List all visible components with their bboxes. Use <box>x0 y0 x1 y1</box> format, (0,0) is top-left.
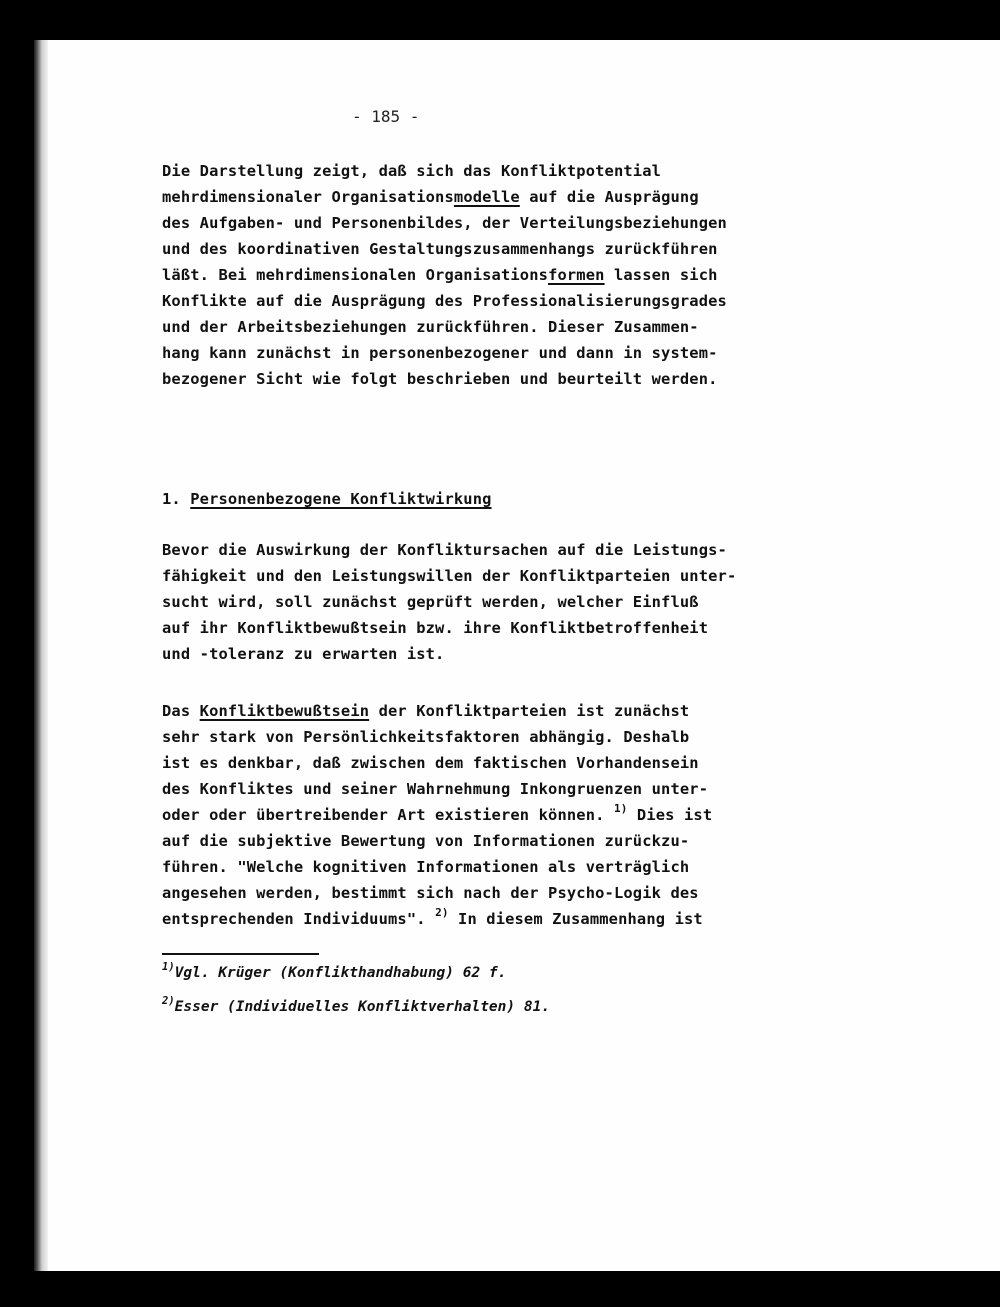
text-line: mehrdimensionaler Organisationsmodelle auf die Ausprägung <box>162 188 699 206</box>
section-number: 1. <box>162 490 191 508</box>
footnote-1 <box>162 961 507 981</box>
text-line: bezogener Sicht wie folgt beschrieben und beurteilt werden. <box>162 370 718 388</box>
footnote-number: 2) <box>162 995 175 1007</box>
text-line: Konflikte auf die Ausprägung des Professionalisierungsgrades <box>162 292 727 310</box>
page-number: - 185 - <box>352 107 420 126</box>
text-line: und der Arbeitsbeziehungen zurückführen. Dieser Zusammen- <box>162 318 699 336</box>
text-line: Bevor die Auswirkung der Konfliktursachen auf die Leistungs- <box>162 541 727 559</box>
underlined-word: Konfliktbewußtsein <box>199 702 370 720</box>
text-line: sucht wird, soll zunächst geprüft werden, welcher Einfluß <box>162 593 699 611</box>
text-line: läßt. Bei mehrdimensionalen Organisationsformen lassen sich <box>162 266 718 284</box>
text-line: führen. "Welche kognitiven Informationen als verträglich <box>162 858 690 876</box>
section-heading <box>162 486 492 512</box>
section-title: Personenbezogene Konfliktwirkung <box>190 490 492 508</box>
document-page <box>34 40 1000 1271</box>
text-line: und -toleranz zu erwarten ist. <box>162 645 445 663</box>
text-line: Das Konfliktbewußtsein der Konfliktparteien ist zunächst <box>162 702 690 720</box>
footnote-number: 1) <box>162 961 175 973</box>
text-line: Die Darstellung zeigt, daß sich das Konfliktpotential <box>162 162 662 180</box>
underlined-word: formen <box>548 266 605 284</box>
text-line: fähigkeit und den Leistungswillen der Konfliktparteien unter- <box>162 567 737 585</box>
paragraph-conflict-awareness <box>162 698 712 932</box>
text-line: des Aufgaben- und Personenbildes, der Verteilungsbeziehungen <box>162 214 727 232</box>
footnote-marker: 1) <box>613 802 628 815</box>
footnote-text: Esser (Individuelles Konfliktverhalten) 81. <box>174 999 551 1015</box>
paragraph-before <box>162 537 736 667</box>
footnote-divider <box>162 953 319 955</box>
text-line: ist es denkbar, daß zwischen dem faktischen Vorhandensein <box>162 754 699 772</box>
paragraph-intro <box>162 158 727 392</box>
text-line: auf die subjektive Bewertung von Informationen zurückzu- <box>162 832 690 850</box>
footnote-text: Vgl. Krüger (Konflikthandhabung) 62 f. <box>174 965 507 981</box>
text-line: des Konfliktes und seiner Wahrnehmung Inkongruenzen unter- <box>162 780 709 798</box>
text-line: und des koordinativen Gestaltungszusammenhangs zurückführen <box>162 240 718 258</box>
text-line: oder oder übertreibender Art existieren können. $^{1)}$ Dies ist <box>162 802 713 824</box>
text-line: hang kann zunächst in personenbezogener und dann in system- <box>162 344 718 362</box>
footnote-marker: 2) <box>435 906 449 919</box>
underlined-word: modelle <box>453 188 520 206</box>
text-line: auf ihr Konfliktbewußtsein bzw. ihre Konfliktbetroffenheit <box>162 619 709 637</box>
text-line: angesehen werden, bestimmt sich nach der Psycho-Logik des <box>162 884 699 902</box>
page-binding-edge <box>34 40 48 1271</box>
footnote-2 <box>162 995 551 1015</box>
text-line: sehr stark von Persönlichkeitsfaktoren abhängig. Deshalb <box>162 728 690 746</box>
text-line: entsprechenden Individuums". $^{2)}$ In diesem Zusammenhang ist <box>162 906 703 928</box>
